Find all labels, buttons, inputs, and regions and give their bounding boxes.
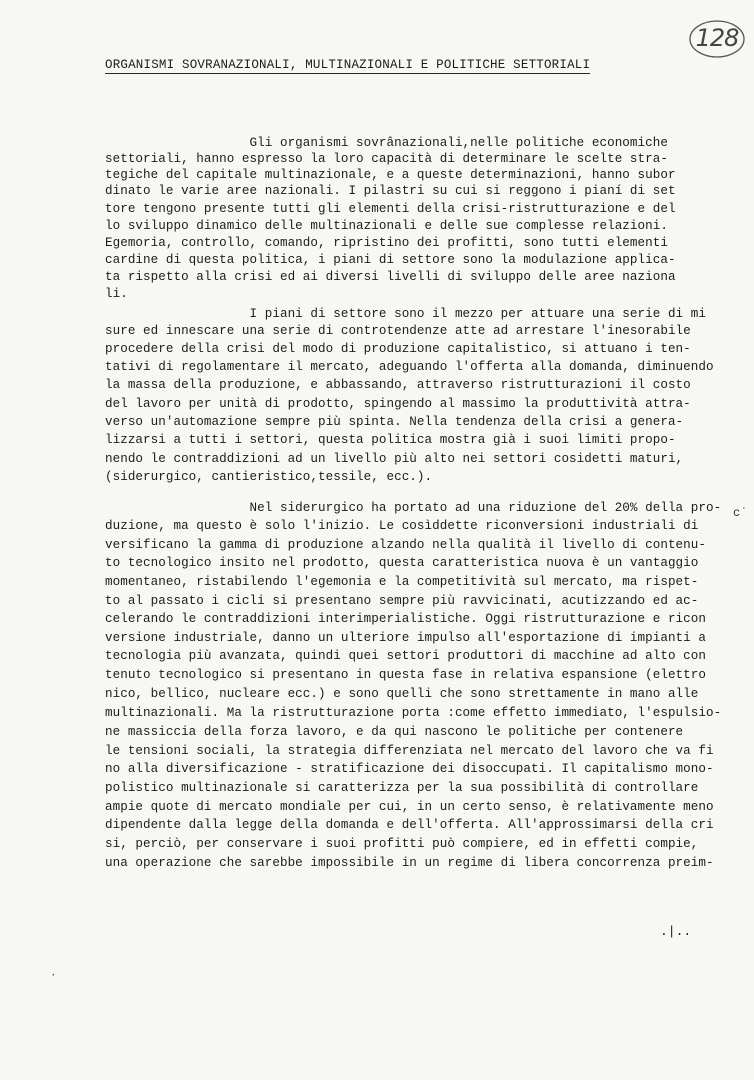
text-line: multinazionali. Ma la ristrutturazione porta :come effetto immediato, l'espulsio- <box>105 706 722 720</box>
text-line: li. <box>105 287 128 301</box>
text-line: ampie quote di mercato mondiale per cui, in un certo senso, è relativamente meno <box>105 800 714 814</box>
text-line: si, perciò, per conservare i suoi profitti può compiere, ed in effetti compie, <box>105 837 699 851</box>
text-line: versificano la gamma di produzione alzando nella qualità il livello di contenu- <box>105 538 706 552</box>
text-line: I piani di settore sono il mezzo per attuare una serie di mi <box>105 307 706 321</box>
continuation-mark: .|.. <box>660 924 692 939</box>
text-line: lo sviluppo dinamico delle multinazionali e delle sue complesse relazioni. <box>105 219 668 233</box>
text-line: procedere della crisi del modo di produzione capitalistico, si attuano i ten- <box>105 342 691 356</box>
text-line: dinato le varie aree nazionali. I pilastri su cui si reggono i pianí di set <box>105 184 676 198</box>
text-line: polistico multinazionale si caratterizza per la sua possibilità di controllare <box>105 781 699 795</box>
text-line: to tecnologico insito nel prodotto, questa caratteristica nuova è un vantaggio <box>105 556 699 570</box>
page-number-stamp <box>688 18 746 60</box>
text-line: nico, bellico, nucleare ecc.) e sono quelli che sono strettamente in mano alle <box>105 687 699 701</box>
text-line: settoriali, hanno espresso la loro capacità di determinare le scelte stra- <box>105 152 668 166</box>
text-line: celerando le contraddizioni interimperialistiche. Oggi ristrutturazione e ricon <box>105 612 706 626</box>
text-line: una operazione che sarebbe impossibile in un regime di libera concorrenza preim- <box>105 856 714 870</box>
text-line: tore tengono presente tutti gli elementi della crisi-ristrutturazione e del <box>105 202 676 216</box>
text-line: momentaneo, ristabilendo l'egemonia e la competitività sul mercato, ma rispet- <box>105 575 699 589</box>
text-line: dipendente dalla legge della domanda e dell'offerta. All'approssimarsi della cri <box>105 818 714 832</box>
text-line: versione industriale, danno un ulteriore impulso all'esportazione di impianti a <box>105 631 706 645</box>
page-number: 128 <box>695 24 739 52</box>
text-line: la massa della produzione, e abbassando, attraverso ristrutturazioni il costo <box>105 378 691 392</box>
text-line: tecnologia più avanzata, quindi quei settori produttori di macchine ad alto con <box>105 649 706 663</box>
text-line: tegiche del capitale multinazionale, e a queste determinazioni, hanno subor <box>105 168 676 182</box>
text-line: tativi di regolamentare il mercato, adeguando l'offerta alla domanda, diminuendo <box>105 360 714 374</box>
text-line: le tensioni sociali, la strategia differenziata nel mercato del lavoro che va fi <box>105 744 714 758</box>
text-line: cardine di questa politica, i piani di settore sono la modulazione applica- <box>105 253 676 267</box>
text-line: del lavoro per unità di prodotto, spingendo al massimo la produttività attra- <box>105 397 691 411</box>
text-line: (siderurgico, cantieristico,tessile, ecc.). <box>105 470 433 484</box>
document-header: ORGANISMI SOVRANAZIONALI, MULTINAZIONALI E POLITICHE SETTORIALI <box>105 58 591 72</box>
text-line: sure ed innescare una serie di controtendenze atte ad arrestare l'inesorabile <box>105 324 691 338</box>
margin-mark: c˙ <box>733 506 748 520</box>
text-line: Gli organismi sovrânazionali,nelle politiche economiche <box>105 136 668 150</box>
text-line: lizzarsi a tutti i settori, questa politica mostra già i suoi limiti propo- <box>105 433 676 447</box>
text-line: tenuto tecnologico si presentano in questa fase in relativa espansione (elettro <box>105 668 706 682</box>
text-line: Nel siderurgico ha portato ad una riduzione del 20% della pro- <box>105 501 722 515</box>
text-line: duzione, ma questo è solo l'inizio. Le cosìddette riconversioni industriali di <box>105 519 699 533</box>
text-line: to al passato i cicli si presentano sempre più ravvicinati, acutizzando ed ac- <box>105 594 699 608</box>
text-line: nendo le contraddizioni ad un livello più alto nei settori cosidetti maturi, <box>105 452 684 466</box>
scan-speck: · <box>50 970 57 982</box>
text-line: ne massiccia della forza lavoro, e da qui nascono le politiche per contenere <box>105 725 684 739</box>
text-line: no alla diversificazione - stratificazione dei disoccupati. Il capitalismo mono- <box>105 762 714 776</box>
text-line: Egemoria, controllo, comando, ripristino dei profitti, sono tutti elementi <box>105 236 668 250</box>
text-line: ta rispetto alla crisi ed ai diversi livelli di sviluppo delle aree naziona <box>105 270 676 284</box>
text-line: verso un'automazione sempre più spinta. Nella tendenza della crisi a genera- <box>105 415 684 429</box>
